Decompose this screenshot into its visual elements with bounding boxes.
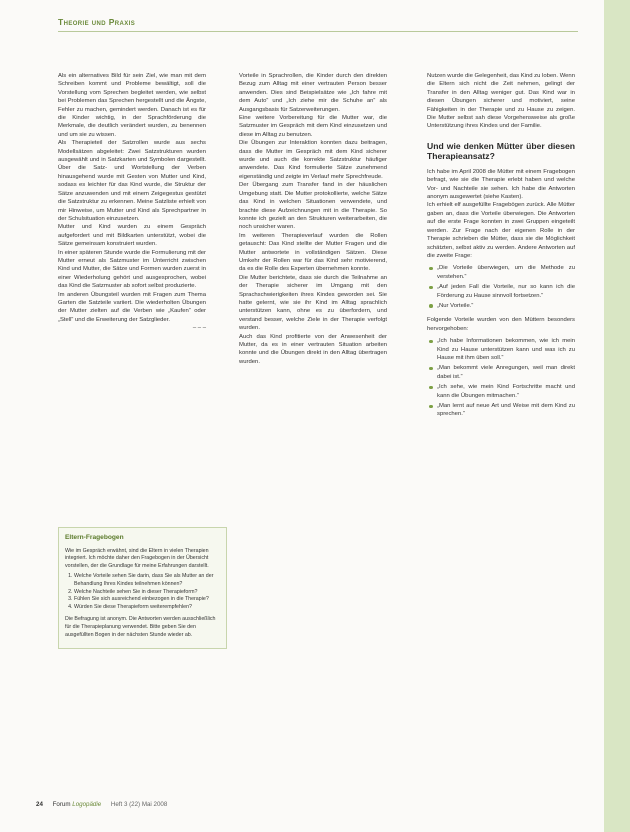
text-column-2	[239, 72, 387, 366]
quote-item: „Nur Vorteile.“	[437, 302, 575, 310]
paragraph: Eine weitere Vorbereitung für die Mutter war, die Satzmuster im Gespräch mit dem Kind einzusetzen und diese im Alltag zu benutzen.	[239, 115, 387, 138]
section-heading: Und wie denken Mütter über diesen Therapieansatz?	[427, 140, 575, 162]
issue-info: Heft 3 (22) Mai 2008	[110, 801, 168, 808]
quote-item: „Man lernt auf neue Art und Weise mit dem Kind zu sprechen.“	[437, 403, 575, 418]
paragraph: Ich habe im April 2008 die Mütter mit einem Fragebogen befragt, wie sie die Therapie erlebt haben und welche Vor- und Nachteile sie sehen. Ich habe die Antworten anonym ausgewertet (siehe Kasten).	[427, 168, 575, 201]
questionnaire-item: 3. Fühlen Sie sich ausreichend einbezogen in die Therapie?	[74, 596, 221, 604]
questionnaire-item: 4. Würden Sie diese Therapieform weiterempfehlen?	[74, 604, 221, 612]
paragraph: Als Therapieteil der Satzrollen wurde aus sechs Modellsätzen abgeleitet: Zwei Satzstrukturen wurden ausgewählt und in Satzkarten und Symbolen dargestellt. Über die Satz- und Wortstellung der Verben hinausgehend wurde mit Gesten von Mutter und Kind, sodass es leichter für das Kind wurde, die Struktur der Sätze anzuwenden und mit einem Zeigegestus gestützt die Satzstruktur zu erkennen. Meine Satzliste erhielt von mir Hinweise, um Mutter und Kind als Sprechpartner in der Schulsituation einzusetzen.	[58, 140, 206, 222]
paragraph: Mutter und Kind wurden zu einem Gespräch aufgefordert und mit Bildkarten unterstützt, wobei die Sätze gemeinsam konstruiert wurden.	[58, 224, 206, 248]
text-column-1	[58, 72, 206, 333]
page-edge-strip	[604, 0, 630, 832]
quote-item: „Ich sehe, wie mein Kind Fortschritte macht und kann die Übungen mitmachen.“	[437, 384, 575, 399]
paragraph: Die Übungen zur Interaktion konnten dazu beitragen, dass die Mutter im Gespräch mit dem Kind sicherer wurde und auch die korrekte Satzstruktur häufiger anwendete. Das Kind formulierte Sätze zunehmend eigenständig und zeigte im Verlauf mehr Sprechfreude.	[239, 140, 387, 180]
paragraph: Im weiteren Therapieverlauf wurden die Rollen getauscht: Das Kind stellte der Mutter Fragen und die Mutter antwortete in vollständigen Sätzen. Diese Umkehr der Rollen war für das Kind sehr motivierend, da es die Rolle des Experten übernehmen konnte.	[239, 232, 387, 273]
paragraph: Vorteile in Sprachrollen, die Kinder durch den direkten Bezug zum Alltag mit einer vertrauten Person besser anwenden. Dies sind Beispielsätze wie „Ich fahre mit dem Auto“ und „Ich ziehe mir die Schuhe an“ als Ausgangsbasis für Satzerweiterungen.	[239, 73, 387, 113]
questionnaire-intro: Wie im Gespräch erwähnt, sind die Eltern in vielen Therapien integriert. Ich möchte daher den Fragebogen in der Übersicht vorstellen, der die Grundlage für meine Erfahrungen darstellt.	[65, 547, 209, 569]
paragraph: Als ein alternatives Bild für sein Ziel, wie man mit dem Schreiben kommt und Probleme bewältigt, soll die Vorstellung vom Sprechen begleitet werden, wie selbst bei Problemen das Sprechen hergestellt und die Ängste, Fehler zu machen, gemindert werden. Danach ist es für die Kinder wichtig, in der Sprachförderung die Merkmale, die deutlich verändert wurden, zu benennen und um sie zu wissen.	[58, 73, 206, 138]
paragraph: Die Mutter berichtete, dass sie durch die Teilnahme an der Therapie sicherer im Umgang mit den Sprachschwierigkeiten ihres Kindes geworden sei. Sie hatte gelernt, wie sie ihr Kind im Alltag sprachlich unterstützen kann, ohne es zu überfordern, und verstand besser, welche Ziele in der Therapie verfolgt wurden.	[239, 274, 387, 332]
quote-list	[427, 337, 575, 419]
questionnaire-outro: Die Befragung ist anonym. Die Antworten werden ausschließlich für die Therapieplanung verwendet. Bitte geben Sie den ausgefüllten Bogen in der nächsten Stunde wieder ab.	[65, 616, 216, 638]
paragraph: In einer späteren Stunde wurde die Formulierung mit der Mutter erneut als Satzmuster im Unterricht zwischen Kind und Mutter, die Sätze und Formen wurden zuerst in einer Wiederholung gehört und ausgesprochen, wobei das Kind die Satzmuster ab sofort selbst produzierte.	[58, 249, 206, 290]
paragraph: Folgende Vorteile wurden von den Müttern besonders hervorgehoben:	[427, 317, 575, 332]
author-signature: – – –	[192, 325, 206, 332]
questionnaire-title: Eltern-Fragebogen	[65, 534, 124, 541]
quote-item: „Ich habe Informationen bekommen, wie ich mein Kind zu Hause unterstützen kann und was ich zu Hause mit ihm üben soll.“	[437, 338, 575, 361]
paragraph: Nutzen wurde die Gelegenheit, das Kind zu loben. Wenn die Eltern sich nicht die Zeit nehmen, gelingt der Transfer in den Alltag weniger gut. Das Kind war in diesen Übungen sicherer und motiviert, seine Fähigkeiten in der Therapie und zu Hause zu zeigen. Die Mutter selbst sah diese Vorgehensweise als große Unterstützung ihres Kindes und der Familie.	[427, 73, 575, 130]
text-column-3	[427, 72, 575, 425]
questionnaire-list	[65, 573, 221, 611]
paragraph: Im anderen Übungsteil wurden mit Fragen zum Thema Garten die Satzteile variiert. Die wiederholten Übungen der Mutter zielten auf die Verben wie „Kaufen“ oder „Stell“ und die Erweiterung der Satzglieder.	[58, 291, 206, 323]
paragraph: Ich erhielt elf ausgefüllte Fragebögen zurück. Alle Mütter gaben an, dass die Vorteile überwiegen. Die Antworten auf die erste Frage konnten in zwei Gruppen eingeteilt werden. Zur Frage nach der eigenen Rolle in der Therapie schrieben die Mütter, dass sie die Möglichkeit schätzten, selbst aktiv zu werden. Andere Antworten auf die zweite Frage:	[427, 202, 575, 259]
quote-list	[427, 264, 575, 310]
page-number: 24	[36, 801, 43, 808]
questionnaire-item: 2. Welche Nachteile sehen Sie in dieser Therapieform?	[74, 589, 221, 597]
header-rule	[58, 31, 578, 32]
quote-item: „Auf jeden Fall die Vorteile, nur so kann ich die Förderung zu Hause sinnvoll fortsetzen.“	[437, 284, 575, 299]
journal-name: Forum	[52, 801, 71, 808]
questionnaire-box	[58, 527, 227, 649]
quote-item: „Die Vorteile überwiegen, um die Methode zu verstehen.“	[437, 265, 575, 280]
section-tag: Theorie und Praxis	[58, 17, 136, 27]
questionnaire-item: 1. Welche Vorteile sehen Sie darin, dass Sie als Mutter an der Behandlung Ihres Kindes teilnehmen können?	[74, 573, 221, 588]
paragraph: Der Übergang zum Transfer fand in der häuslichen Umgebung statt. Die Mutter protokollierte, welche Sätze das Kind in welchen Situationen verwendete, und brachte diese Aufzeichnungen mit in die Therapie. So konnte ich gezielt an den Strukturen weiterarbeiten, die noch unsicher waren.	[239, 182, 387, 231]
quote-item: „Man bekommt viele Anregungen, weil man direkt dabei ist.“	[437, 365, 575, 380]
paragraph: Auch das Kind profitierte von der Anwesenheit der Mutter, da es in einer vertrauten Situation arbeiten konnte und die Übungen direkt in den Alltag übertragen wurden.	[239, 333, 387, 365]
page-footer	[36, 801, 167, 808]
journal-name-accent: Logopädie	[72, 801, 102, 808]
